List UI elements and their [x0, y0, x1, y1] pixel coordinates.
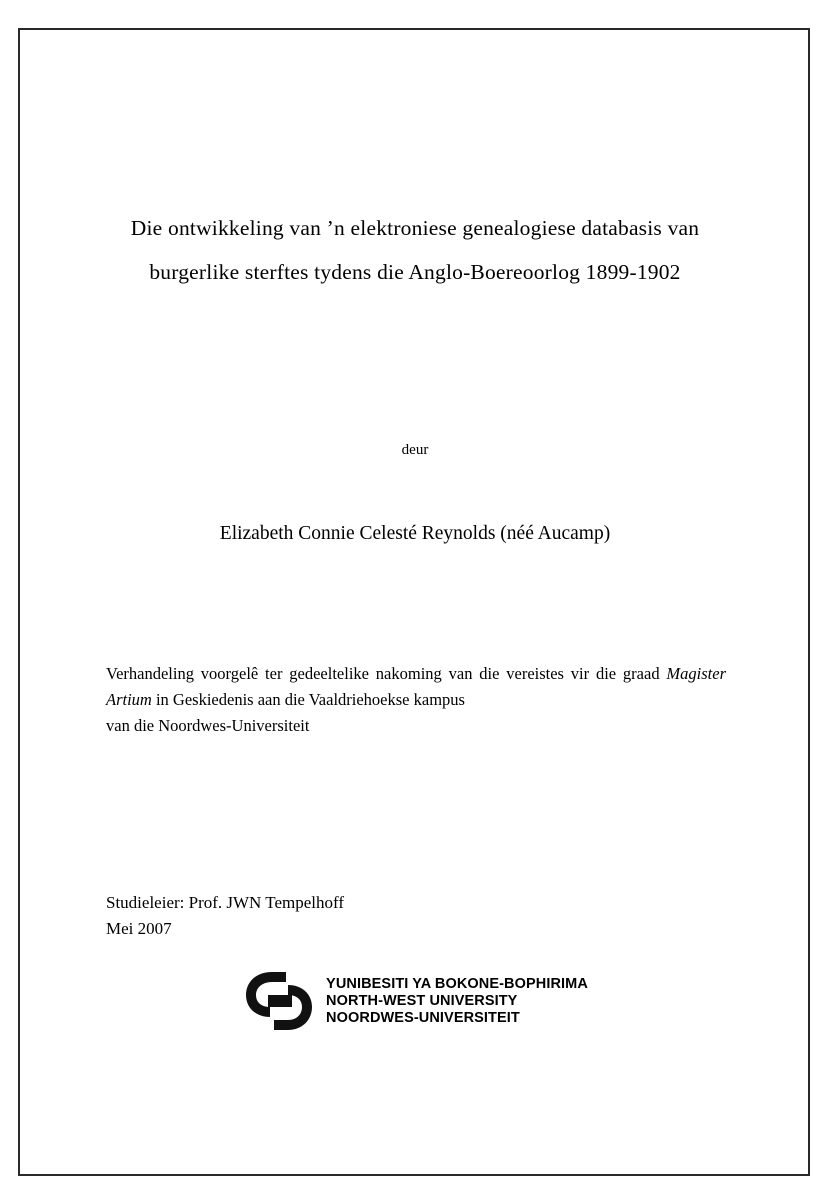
author-name: Elizabeth Connie Celesté Reynolds (néé Aucamp): [219, 523, 611, 544]
submission-part-2: in Geskiedenis aan die Vaaldriehoekse kampus: [151, 690, 465, 709]
page-title: [100, 206, 730, 294]
date-line: Mei 2007: [106, 919, 172, 938]
north-west-university-logo-icon: [242, 968, 318, 1034]
supervisor-line: Studieleier: Prof. JWN Tempelhoff: [106, 893, 345, 912]
title-page-content: [100, 28, 730, 1176]
submission-part-1: Verhandeling voorgelê ter gedeeltelike nakoming van die vereistes vir die graad: [106, 664, 667, 683]
university-logo: [100, 968, 730, 1034]
title-line-1: Die ontwikkeling van ’n elektroniese genealogiese databasis van: [130, 216, 700, 240]
logo-line-1: YUNIBESITI YA BOKONE-BOPHIRIMA: [326, 975, 588, 992]
logo-line-3: NOORDWES-UNIVERSITEIT: [326, 1009, 520, 1026]
logo-line-2: NORTH-WEST UNIVERSITY: [326, 992, 518, 1009]
submission-part-3: van die Noordwes-Universiteit: [106, 716, 310, 735]
supervisor-block: [106, 890, 726, 942]
by-label: deur: [401, 442, 429, 458]
degree-name: Magister Artium: [106, 664, 726, 709]
submission-statement: [106, 661, 726, 739]
university-logo-text: [326, 976, 588, 1027]
title-line-2: burgerlike sterftes tydens die Anglo-Boereoorlog 1899-1902: [149, 260, 681, 284]
